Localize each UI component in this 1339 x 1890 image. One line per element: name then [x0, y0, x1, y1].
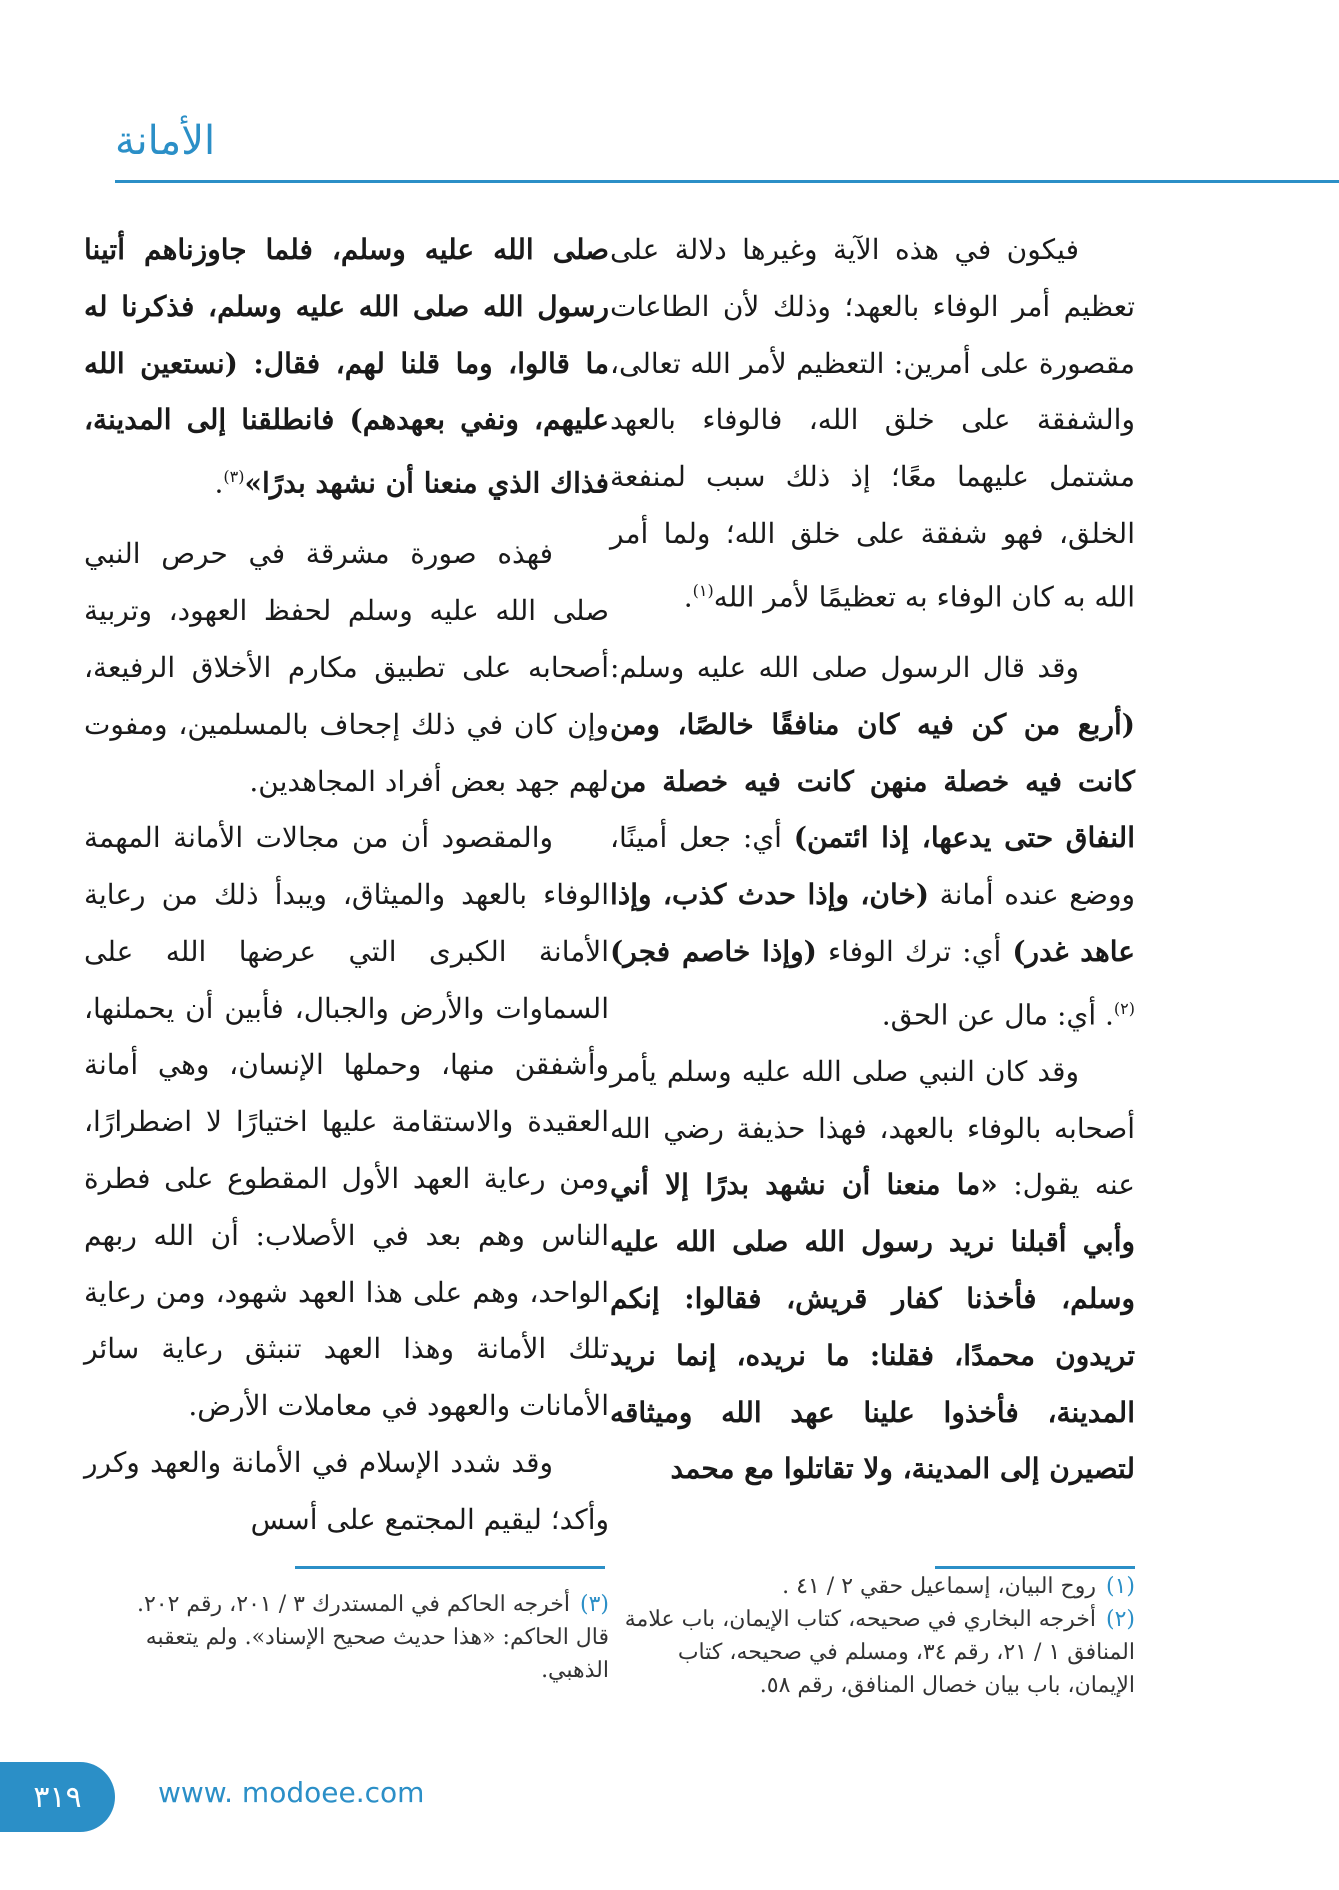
footnote-divider — [935, 1566, 1135, 1569]
paragraph: فيكون في هذه الآية وغيرها دلالة على تعظيم أمر الوفاء بالعهد؛ وذلك لأن الطاعات مقصورة على أمرين: التعظيم لأمر الله تعالى، والشفقة على خلق الله، فالوفاء بالعهد مشتمل عليهما معًا؛ إذ ذلك سبب لمنفعة الخلق، فهو شفقة على خلق الله؛ ولما أمر الله به كان الوفاء به تعظيمًا لأمر الله$^{(١)}$. — [610, 233, 1135, 614]
hadith-text: (أربع من كن فيه كان منافقًا خالصًا، ومن كانت فيه خصلة منهن كانت فيه خصلة من النفاق حتى يدعها، إذا ائتمن) — [610, 707, 1135, 855]
footnote-ref[interactable]: (٣) — [223, 467, 245, 487]
footnote-item — [610, 1603, 1135, 1702]
footnote-number: (٣) — [579, 1592, 609, 1617]
footnote-item — [109, 1588, 609, 1621]
hadith-text: (خان، وإذا حدث كذب، وإذا عاهد غدر) — [610, 878, 1135, 968]
footnote-number: (١) — [1105, 1574, 1135, 1599]
footnote-ref[interactable]: (٢) — [1113, 998, 1135, 1018]
right-column — [610, 222, 1135, 1498]
paragraph — [610, 640, 1135, 1044]
hadith-text: (وإذا خاصم فجر) — [610, 934, 817, 968]
paragraph: صلى الله عليه وسلم، فلما جاوزناهم أتينا رسول الله صلى الله عليه وسلم، فذكرنا له ما قالوا، وما قلنا لهم، فقال: (نستعين الله عليهم، ونفي بعهدهم) فانطلقنا إلى المدينة، فذاك الذي منعنا أن نشهد بدرًا»$^{(٣)}$. — [84, 233, 609, 500]
page-number-badge: ٣١٩ — [0, 1762, 115, 1832]
paragraph-text: . أي: مال عن الحق. — [881, 998, 1114, 1032]
paragraph: فهذه صورة مشرقة في حرص النبي صلى الله عليه وسلم لحفظ العهود، وتربية أصحابه على تطبيق مكارم الأخلاق الرفيعة، وإن كان في ذلك إجحاف بالمسلمين، ومفوت لهم جهد بعض أفراد المجاهدين. — [84, 537, 609, 798]
paragraph-text: وقد قال الرسول صلى الله عليه وسلم: — [610, 650, 1079, 684]
footnotes-left — [109, 1588, 609, 1687]
footnotes-right — [610, 1570, 1135, 1702]
footnote-text: روح البيان، إسماعيل حقي ٢ / ٤١ . — [782, 1574, 1096, 1599]
left-column — [84, 222, 609, 1549]
footnote-ref[interactable]: (١) — [692, 580, 714, 600]
paragraph-text: وقد كان النبي صلى الله عليه وسلم يأمر أصحابه بالوفاء بالعهد، فهذا حذيفة رضي الله عنه يقول: — [610, 1054, 1135, 1202]
paragraph-text: أي: ترك الوفاء — [816, 934, 1013, 968]
site-url-link[interactable]: www. modoee.com — [158, 1776, 425, 1809]
footnote-text: أخرجه البخاري في صحيحه، كتاب الإيمان، باب علامة المنافق ١ / ٢١، رقم ٣٤، ومسلم في صحيحه، كتاب الإيمان، باب بيان خصال المنافق، رقم ٥٨. — [624, 1607, 1135, 1698]
paragraph: والمقصود أن من مجالات الأمانة المهمة الوفاء بالعهد والميثاق، ويبدأ ذلك من رعاية الأمانة الكبرى التي عرضها الله على السماوات والأرض والجبال، فأبين أن يحملنها، وأشفقن منها، وحملها الإنسان، وهي أمانة العقيدة والاستقامة عليها اختيارًا لا اضطرارًا، ومن رعاية العهد الأول المقطوع على فطرة الناس وهم بعد في الأصلاب: أن الله ربهم الواحد، وهم على هذا العهد شهود، ومن رعاية تلك الأمانة وهذا العهد تنبثق رعاية سائر الأمانات والعهود في معاملات الأرض. — [84, 821, 609, 1423]
paragraph: وقد شدد الإسلام في الأمانة والعهد وكرر وأكد؛ ليقيم المجتمع على أسس — [84, 1446, 609, 1536]
footnote-number: (٢) — [1105, 1607, 1135, 1632]
footnote-item — [109, 1621, 609, 1687]
footnote-item — [610, 1570, 1135, 1603]
paragraph-text: فيكون في هذه الآية وغيرها دلالة على تعظيم أمر الوفاء بالعهد؛ وذلك لأن الطاعات مقصورة على أمرين: التعظيم لأمر الله تعالى، والشفقة على خلق الله، فالوفاء بالعهد مشتمل عليهما معًا؛ إذ ذلك سبب لمنفعة الخلق، فهو شفقة على خلق الله؛ ولما أمر الله به كان الوفاء به تعظيمًا لأمر الله — [610, 233, 1135, 614]
paragraph-text: أي: جعل أمينًا، ووضع عنده أمانة — [610, 821, 1135, 912]
quote-text: «ما منعنا أن نشهد بدرًا إلا أني وأبي أقبلنا نريد رسول الله صلى الله عليه وسلم، فأخذنا كفار قريش، فقالوا: إنكم تريدون محمدًا، فقلنا: ما نريده، إنما نريد المدينة، فأخذوا علينا عهد الله وميثاقه لتصيرن إلى المدينة، ولا تقاتلوا مع محمد — [610, 1168, 1135, 1486]
header-divider — [115, 180, 1339, 183]
footnote-text: قال الحاكم: «هذا حديث صحيح الإسناد». ولم يتعقبه الذهبي. — [145, 1625, 609, 1683]
footnote-divider — [295, 1566, 605, 1569]
footnote-text: أخرجه الحاكم في المستدرك ٣ / ٢٠١، رقم ٢٠٢. — [136, 1592, 570, 1617]
paragraph — [610, 1044, 1135, 1498]
page-header-title: الأمانة — [115, 118, 216, 164]
quote-text: صلى الله عليه وسلم، فلما جاوزناهم أتينا رسول الله صلى الله عليه وسلم، فذكرنا له ما قالوا، وما قلنا لهم، فقال: (نستعين الله عليهم، ونفي بعهدهم) فانطلقنا إلى المدينة، فذاك الذي منعنا أن نشهد بدرًا» — [84, 233, 609, 500]
